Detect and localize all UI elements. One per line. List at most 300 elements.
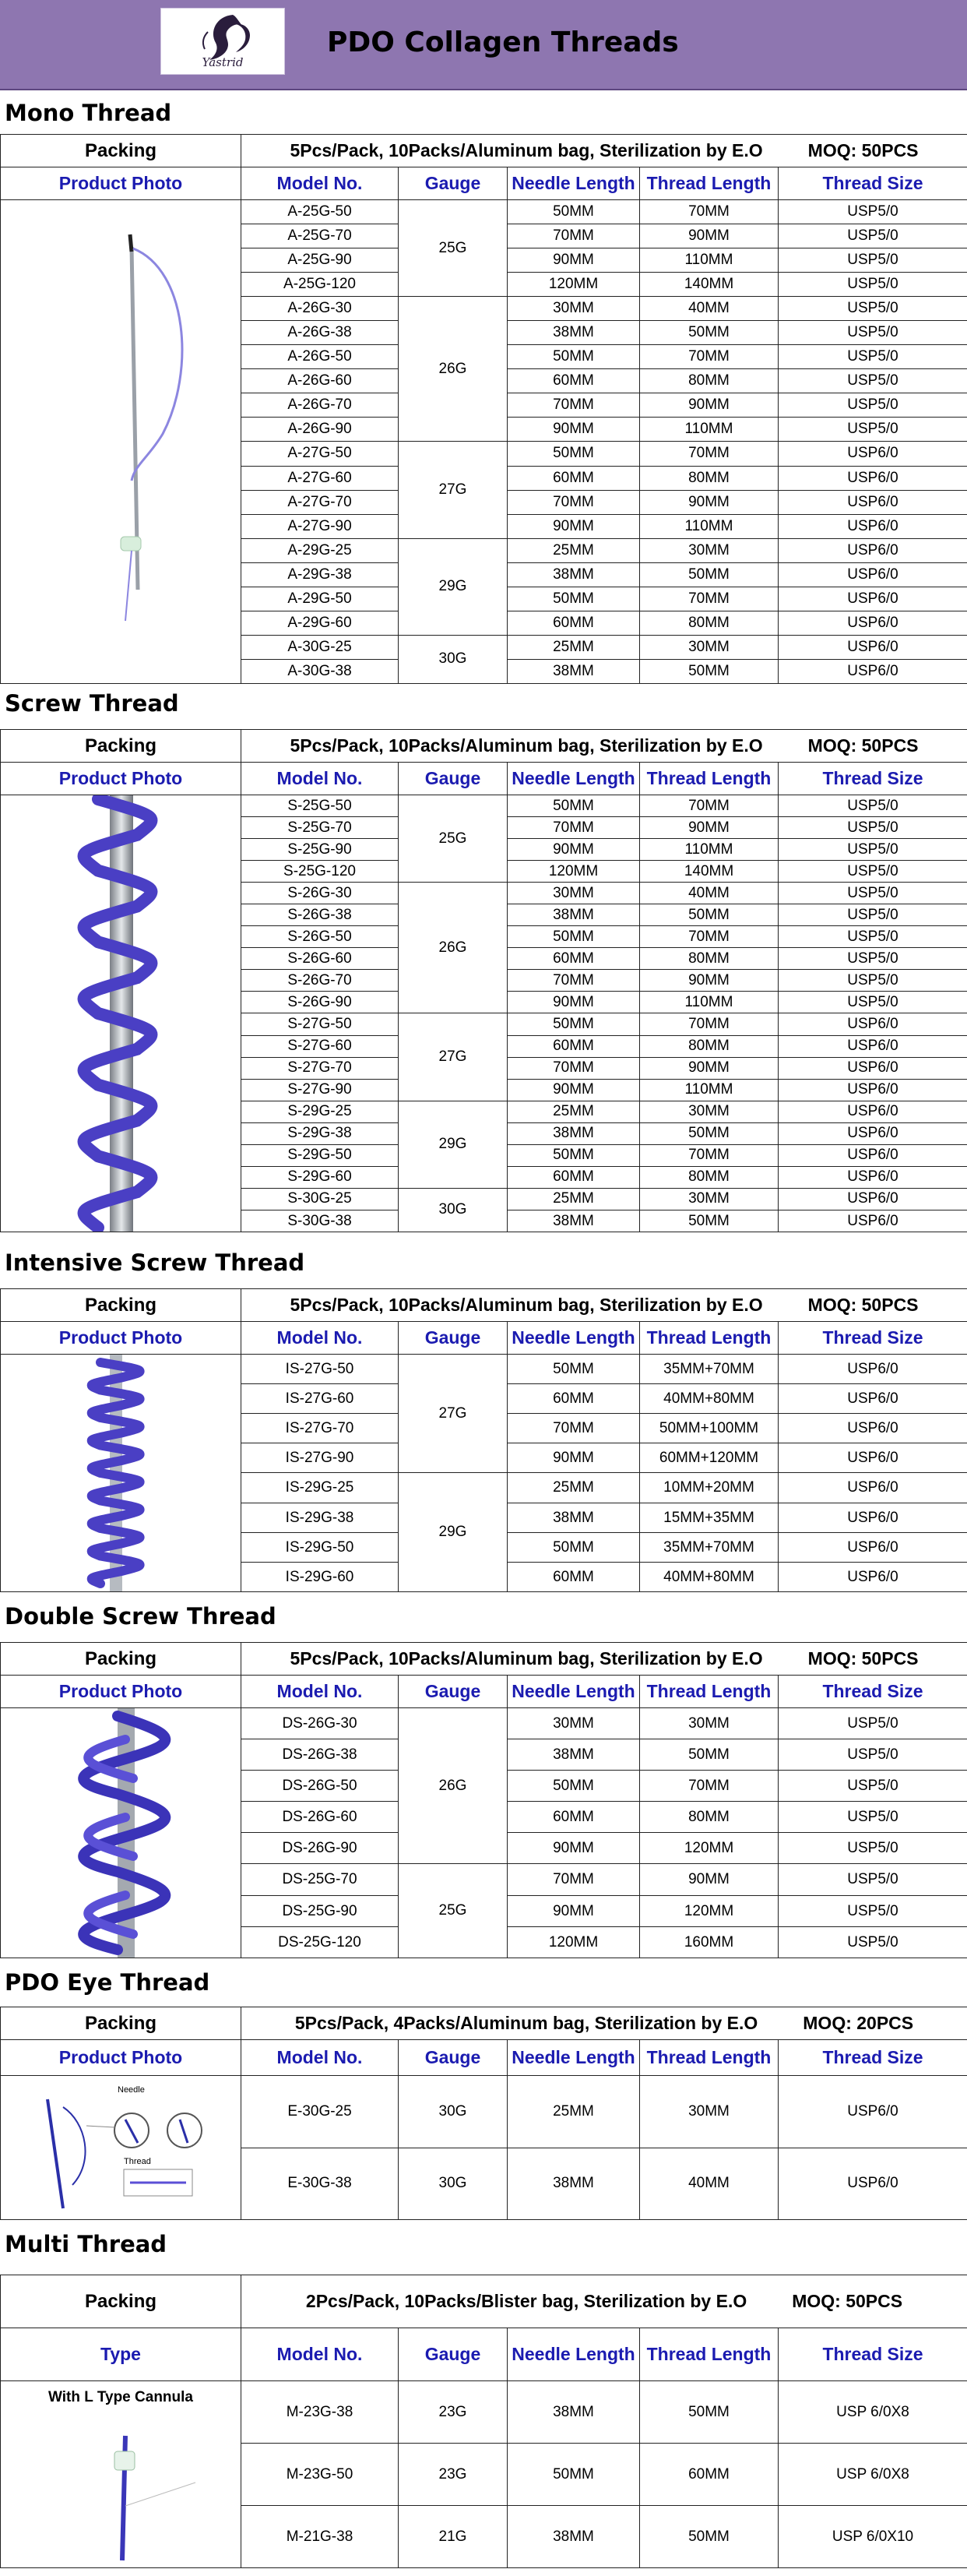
thread-size-cell: USP6/0 <box>779 1473 967 1503</box>
packing-info: 5Pcs/Pack, 10Packs/Aluminum bag, Sterilization by E.O MOQ: 50PCS <box>241 135 967 167</box>
needle-length-cell: 120MM <box>508 1927 640 1958</box>
model-no-cell: A-30G-25 <box>241 635 399 659</box>
thread-size-cell: USP6/0 <box>779 1188 967 1210</box>
thread-length-cell: 90MM <box>640 393 779 418</box>
model-no-cell: S-29G-60 <box>241 1166 399 1188</box>
model-no-cell: E-30G-38 <box>241 2148 399 2220</box>
model-no-cell: A-29G-60 <box>241 611 399 635</box>
thread-length-cell: 110MM <box>640 1079 779 1101</box>
needle-length-cell: 38MM <box>508 2381 640 2444</box>
needle-length-cell: 50MM <box>508 200 640 224</box>
double-thread-needle-icon <box>1 1708 241 1958</box>
model-no-cell: A-26G-30 <box>241 297 399 321</box>
col-header-thread: Thread Length <box>640 167 779 200</box>
thread-size-cell: USP5/0 <box>779 970 967 992</box>
double-screw-thread-table <box>0 1642 967 1958</box>
col-header-size: Thread Size <box>779 2040 967 2076</box>
thread-size-cell: USP5/0 <box>779 273 967 297</box>
thread-length-cell: 70MM <box>640 345 779 369</box>
thread-length-cell: 50MM <box>640 1210 779 1232</box>
col-header-model: Model No. <box>241 1322 399 1355</box>
needle-length-cell: 50MM <box>508 345 640 369</box>
needle-length-cell: 90MM <box>508 1079 640 1101</box>
col-header-thread: Thread Length <box>640 2040 779 2076</box>
needle-length-cell: 60MM <box>508 1035 640 1057</box>
needle-length-cell: 50MM <box>508 1533 640 1563</box>
thread-length-cell: 110MM <box>640 248 779 273</box>
gauge-cell: 25G <box>399 1864 508 1958</box>
model-no-cell: M-23G-50 <box>241 2444 399 2506</box>
thread-size-cell: USP5/0 <box>779 321 967 345</box>
model-no-cell: IS-29G-38 <box>241 1503 399 1533</box>
table-row <box>1 1355 967 1384</box>
thread-length-cell: 70MM <box>640 795 779 817</box>
thread-length-cell: 90MM <box>640 224 779 248</box>
col-header-size: Thread Size <box>779 167 967 200</box>
needle-length-cell: 70MM <box>508 490 640 514</box>
model-no-cell: DS-26G-90 <box>241 1833 399 1864</box>
model-no-cell: A-26G-90 <box>241 418 399 442</box>
thread-length-cell: 110MM <box>640 839 779 861</box>
thread-length-cell: 60MM+120MM <box>640 1443 779 1473</box>
col-header-model: Model No. <box>241 2040 399 2076</box>
packing-info: 5Pcs/Pack, 10Packs/Aluminum bag, Sterilization by E.O MOQ: 50PCS <box>241 730 967 763</box>
thread-length-cell: 70MM <box>640 926 779 948</box>
model-no-cell: IS-29G-60 <box>241 1563 399 1592</box>
col-header-gauge: Gauge <box>399 167 508 200</box>
needle-length-cell: 60MM <box>508 611 640 635</box>
col-header-photo: Product Photo <box>1 167 241 200</box>
col-header-thread: Thread Length <box>640 1322 779 1355</box>
thread-length-cell: 50MM <box>640 904 779 926</box>
packing-info: 2Pcs/Pack, 10Packs/Blister bag, Sterilization by E.O MOQ: 50PCS <box>241 2275 967 2328</box>
gauge-cell: 25G <box>399 795 508 883</box>
model-no-cell: IS-29G-25 <box>241 1473 399 1503</box>
moq: MOQ: 50PCS <box>807 1295 919 1315</box>
col-header-gauge: Gauge <box>399 2040 508 2076</box>
thread-length-cell: 40MM <box>640 297 779 321</box>
needle-length-cell: 70MM <box>508 970 640 992</box>
packing-label: Packing <box>1 2007 241 2040</box>
col-header-photo: Product Photo <box>1 1676 241 1708</box>
thread-length-cell: 70MM <box>640 200 779 224</box>
eye-needle-label: Needle <box>118 2085 145 2095</box>
thread-length-cell: 90MM <box>640 1057 779 1079</box>
thread-length-cell: 110MM <box>640 514 779 538</box>
model-no-cell: A-26G-38 <box>241 321 399 345</box>
model-no-cell: A-26G-70 <box>241 393 399 418</box>
col-header-needle: Needle Length <box>508 763 640 795</box>
eye-thread-needle-icon <box>1 2076 241 2219</box>
thread-size-cell: USP6/0 <box>779 466 967 490</box>
thread-size-cell: USP6/0 <box>779 635 967 659</box>
eye-thread-label: Thread <box>124 2157 151 2166</box>
model-no-cell: A-29G-25 <box>241 538 399 562</box>
model-no-cell: S-29G-50 <box>241 1144 399 1166</box>
col-header-needle: Needle Length <box>508 167 640 200</box>
model-no-cell: IS-27G-90 <box>241 1443 399 1473</box>
model-no-cell: S-27G-90 <box>241 1079 399 1101</box>
col-header-photo: Product Photo <box>1 2040 241 2076</box>
col-header-model: Model No. <box>241 167 399 200</box>
model-no-cell: IS-27G-70 <box>241 1414 399 1443</box>
section-title-intensive: Intensive Screw Thread <box>5 1249 305 1276</box>
gauge-cell: 26G <box>399 883 508 1013</box>
model-no-cell: A-25G-120 <box>241 273 399 297</box>
gauge-cell: 29G <box>399 538 508 635</box>
col-header-needle: Needle Length <box>508 2040 640 2076</box>
model-no-cell: DS-25G-90 <box>241 1896 399 1927</box>
needle-length-cell: 30MM <box>508 883 640 904</box>
thread-size-cell: USP5/0 <box>779 839 967 861</box>
needle-length-cell: 38MM <box>508 904 640 926</box>
model-no-cell: A-29G-50 <box>241 587 399 611</box>
thread-size-cell: USP 6/0X8 <box>779 2444 967 2506</box>
needle-length-cell: 70MM <box>508 393 640 418</box>
needle-length-cell: 38MM <box>508 2506 640 2568</box>
model-no-cell: A-27G-50 <box>241 442 399 466</box>
col-header-model: Model No. <box>241 763 399 795</box>
needle-length-cell: 90MM <box>508 1443 640 1473</box>
needle-length-cell: 70MM <box>508 224 640 248</box>
needle-length-cell: 30MM <box>508 1708 640 1739</box>
multi-thread-cannula-icon <box>1 2381 241 2568</box>
thread-length-cell: 160MM <box>640 1927 779 1958</box>
gauge-cell: 23G <box>399 2381 508 2444</box>
thread-size-cell: USP5/0 <box>779 248 967 273</box>
thread-length-cell: 50MM+100MM <box>640 1414 779 1443</box>
section-title-eye: PDO Eye Thread <box>5 1969 210 1996</box>
col-header-needle: Needle Length <box>508 1322 640 1355</box>
gauge-cell: 30G <box>399 2076 508 2148</box>
gauge-cell: 21G <box>399 2506 508 2568</box>
thread-length-cell: 70MM <box>640 587 779 611</box>
thread-length-cell: 80MM <box>640 466 779 490</box>
product-photo-double <box>1 1708 241 1958</box>
thread-size-cell: USP6/0 <box>779 1166 967 1188</box>
thread-size-cell: USP5/0 <box>779 224 967 248</box>
needle-length-cell: 50MM <box>508 442 640 466</box>
needle-length-cell: 90MM <box>508 839 640 861</box>
model-no-cell: DS-26G-60 <box>241 1802 399 1833</box>
model-no-cell: S-25G-70 <box>241 817 399 839</box>
intensive-thread-needle-icon <box>1 1355 241 1591</box>
needle-length-cell: 60MM <box>508 466 640 490</box>
needle-length-cell: 38MM <box>508 1210 640 1232</box>
thread-size-cell: USP5/0 <box>779 992 967 1013</box>
model-no-cell: A-25G-70 <box>241 224 399 248</box>
needle-length-cell: 50MM <box>508 587 640 611</box>
thread-size-cell: USP6/0 <box>779 587 967 611</box>
model-no-cell: DS-26G-50 <box>241 1771 399 1802</box>
thread-size-cell: USP5/0 <box>779 1864 967 1896</box>
needle-length-cell: 50MM <box>508 1355 640 1384</box>
thread-length-cell: 35MM+70MM <box>640 1533 779 1563</box>
page-title: PDO Collagen Threads <box>327 26 679 58</box>
model-no-cell: A-30G-38 <box>241 660 399 684</box>
needle-length-cell: 50MM <box>508 795 640 817</box>
thread-size-cell: USP5/0 <box>779 795 967 817</box>
thread-length-cell: 15MM+35MM <box>640 1503 779 1533</box>
table-row <box>1 795 967 817</box>
section-title-screw: Screw Thread <box>5 690 179 717</box>
needle-length-cell: 50MM <box>508 2444 640 2506</box>
model-no-cell: DS-25G-120 <box>241 1927 399 1958</box>
thread-size-cell: USP6/0 <box>779 1101 967 1122</box>
moq: MOQ: 50PCS <box>807 1648 919 1669</box>
thread-length-cell: 30MM <box>640 635 779 659</box>
model-no-cell: DS-25G-70 <box>241 1864 399 1896</box>
model-no-cell: M-23G-38 <box>241 2381 399 2444</box>
brand-logo <box>160 8 285 75</box>
needle-length-cell: 60MM <box>508 948 640 970</box>
thread-size-cell: USP6/0 <box>779 1355 967 1384</box>
thread-length-cell: 70MM <box>640 442 779 466</box>
moq: MOQ: 20PCS <box>803 2013 914 2033</box>
thread-size-cell: USP5/0 <box>779 904 967 926</box>
col-header-size: Thread Size <box>779 1676 967 1708</box>
thread-size-cell: USP5/0 <box>779 369 967 393</box>
thread-size-cell: USP5/0 <box>779 297 967 321</box>
mono-thread-table <box>0 134 967 684</box>
moq: MOQ: 50PCS <box>792 2291 903 2311</box>
model-no-cell: IS-27G-60 <box>241 1384 399 1414</box>
screw-thread-table <box>0 729 967 1232</box>
needle-length-cell: 25MM <box>508 538 640 562</box>
thread-size-cell: USP6/0 <box>779 1210 967 1232</box>
model-no-cell: A-25G-50 <box>241 200 399 224</box>
col-header-thread: Thread Length <box>640 2328 779 2381</box>
gauge-cell: 25G <box>399 200 508 297</box>
model-no-cell: A-25G-90 <box>241 248 399 273</box>
thread-length-cell: 50MM <box>640 1122 779 1144</box>
intensive-screw-thread-table <box>0 1288 967 1592</box>
thread-length-cell: 40MM <box>640 883 779 904</box>
thread-length-cell: 70MM <box>640 1144 779 1166</box>
needle-length-cell: 120MM <box>508 861 640 883</box>
thread-size-cell: USP5/0 <box>779 817 967 839</box>
needle-length-cell: 120MM <box>508 273 640 297</box>
needle-length-cell: 50MM <box>508 1771 640 1802</box>
model-no-cell: S-30G-38 <box>241 1210 399 1232</box>
model-no-cell: A-29G-38 <box>241 562 399 587</box>
model-no-cell: S-29G-25 <box>241 1101 399 1122</box>
col-header-model: Model No. <box>241 1676 399 1708</box>
thread-length-cell: 80MM <box>640 1802 779 1833</box>
thread-size-cell: USP6/0 <box>779 1563 967 1592</box>
model-no-cell: S-26G-38 <box>241 904 399 926</box>
col-header-size: Thread Size <box>779 1322 967 1355</box>
packing-info: 5Pcs/Pack, 10Packs/Aluminum bag, Sterilization by E.O MOQ: 50PCS <box>241 1643 967 1676</box>
model-no-cell: S-26G-90 <box>241 992 399 1013</box>
packing-info: 5Pcs/Pack, 4Packs/Aluminum bag, Sterilization by E.O MOQ: 20PCS <box>241 2007 967 2040</box>
thread-size-cell: USP5/0 <box>779 926 967 948</box>
model-no-cell: S-25G-120 <box>241 861 399 883</box>
col-header-gauge: Gauge <box>399 1676 508 1708</box>
gauge-cell: 26G <box>399 297 508 442</box>
thread-size-cell: USP6/0 <box>779 611 967 635</box>
needle-length-cell: 90MM <box>508 1833 640 1864</box>
needle-length-cell: 38MM <box>508 1739 640 1771</box>
gauge-cell: 30G <box>399 2148 508 2220</box>
model-no-cell: S-26G-60 <box>241 948 399 970</box>
thread-length-cell: 90MM <box>640 1864 779 1896</box>
thread-length-cell: 60MM <box>640 2444 779 2506</box>
thread-length-cell: 80MM <box>640 948 779 970</box>
page-header <box>0 0 967 90</box>
thread-size-cell: USP5/0 <box>779 418 967 442</box>
thread-length-cell: 40MM+80MM <box>640 1384 779 1414</box>
needle-length-cell: 25MM <box>508 1473 640 1503</box>
col-header-size: Thread Size <box>779 763 967 795</box>
packing-label: Packing <box>1 1289 241 1322</box>
thread-length-cell: 80MM <box>640 369 779 393</box>
needle-length-cell: 90MM <box>508 418 640 442</box>
needle-length-cell: 25MM <box>508 1188 640 1210</box>
thread-size-cell: USP5/0 <box>779 1833 967 1864</box>
thread-length-cell: 80MM <box>640 1035 779 1057</box>
needle-length-cell: 70MM <box>508 817 640 839</box>
col-header-size: Thread Size <box>779 2328 967 2381</box>
needle-length-cell: 60MM <box>508 369 640 393</box>
thread-length-cell: 80MM <box>640 611 779 635</box>
packing-label: Packing <box>1 730 241 763</box>
needle-length-cell: 30MM <box>508 297 640 321</box>
gauge-cell: 27G <box>399 442 508 538</box>
needle-length-cell: 90MM <box>508 1896 640 1927</box>
gauge-cell: 30G <box>399 1188 508 1232</box>
thread-size-cell: USP5/0 <box>779 1927 967 1958</box>
eye-thread-table <box>0 2007 967 2220</box>
thread-length-cell: 30MM <box>640 1708 779 1739</box>
packing-label: Packing <box>1 135 241 167</box>
thread-size-cell: USP6/0 <box>779 442 967 466</box>
model-no-cell: S-27G-50 <box>241 1013 399 1035</box>
model-no-cell: A-26G-50 <box>241 345 399 369</box>
model-no-cell: S-29G-38 <box>241 1122 399 1144</box>
thread-size-cell: USP6/0 <box>779 490 967 514</box>
packing-label: Packing <box>1 2275 241 2328</box>
thread-length-cell: 50MM <box>640 2381 779 2444</box>
needle-length-cell: 38MM <box>508 660 640 684</box>
thread-size-cell: USP6/0 <box>779 562 967 587</box>
thread-size-cell: USP6/0 <box>779 1443 967 1473</box>
thread-length-cell: 90MM <box>640 490 779 514</box>
needle-length-cell: 25MM <box>508 1101 640 1122</box>
table-row <box>1 1708 967 1739</box>
thread-length-cell: 90MM <box>640 817 779 839</box>
gauge-cell: 30G <box>399 635 508 683</box>
table-row <box>1 2076 967 2148</box>
thread-length-cell: 40MM+80MM <box>640 1563 779 1592</box>
thread-size-cell: USP6/0 <box>779 1384 967 1414</box>
product-photo-intensive <box>1 1355 241 1592</box>
thread-size-cell: USP6/0 <box>779 1533 967 1563</box>
needle-length-cell: 60MM <box>508 1802 640 1833</box>
model-no-cell: S-26G-50 <box>241 926 399 948</box>
col-header-photo: Product Photo <box>1 1322 241 1355</box>
thread-length-cell: 50MM <box>640 321 779 345</box>
thread-length-cell: 50MM <box>640 562 779 587</box>
needle-length-cell: 25MM <box>508 635 640 659</box>
thread-size-cell: USP6/0 <box>779 1414 967 1443</box>
col-header-gauge: Gauge <box>399 1322 508 1355</box>
thread-length-cell: 30MM <box>640 538 779 562</box>
needle-length-cell: 70MM <box>508 1864 640 1896</box>
table-row <box>1 200 967 224</box>
col-header-gauge: Gauge <box>399 763 508 795</box>
thread-size-cell: USP6/0 <box>779 1035 967 1057</box>
moq: MOQ: 50PCS <box>807 140 919 160</box>
thread-size-cell: USP6/0 <box>779 1144 967 1166</box>
gauge-cell: 29G <box>399 1101 508 1188</box>
model-no-cell: S-27G-70 <box>241 1057 399 1079</box>
type-label: With L Type Cannula <box>48 2389 193 2405</box>
thread-size-cell: USP6/0 <box>779 2076 967 2148</box>
needle-length-cell: 50MM <box>508 1013 640 1035</box>
thread-size-cell: USP6/0 <box>779 1079 967 1101</box>
needle-length-cell: 60MM <box>508 1563 640 1592</box>
thread-size-cell: USP 6/0X8 <box>779 2381 967 2444</box>
thread-size-cell: USP5/0 <box>779 393 967 418</box>
thread-length-cell: 30MM <box>640 1188 779 1210</box>
col-header-type: Type <box>1 2328 241 2381</box>
model-no-cell: DS-26G-38 <box>241 1739 399 1771</box>
needle-length-cell: 38MM <box>508 1122 640 1144</box>
needle-length-cell: 38MM <box>508 562 640 587</box>
needle-length-cell: 60MM <box>508 1166 640 1188</box>
thread-size-cell: USP5/0 <box>779 1739 967 1771</box>
model-no-cell: S-30G-25 <box>241 1188 399 1210</box>
thread-length-cell: 70MM <box>640 1013 779 1035</box>
product-photo-mono <box>1 200 241 684</box>
thread-size-cell: USP5/0 <box>779 1708 967 1739</box>
thread-length-cell: 50MM <box>640 2506 779 2568</box>
needle-length-cell: 50MM <box>508 1144 640 1166</box>
product-photo-screw <box>1 795 241 1232</box>
logo-text: Yastrid <box>202 55 244 69</box>
thread-length-cell: 10MM+20MM <box>640 1473 779 1503</box>
thread-size-cell: USP6/0 <box>779 2148 967 2220</box>
thread-length-cell: 120MM <box>640 1896 779 1927</box>
gauge-cell: 29G <box>399 1473 508 1592</box>
needle-length-cell: 25MM <box>508 2076 640 2148</box>
thread-size-cell: USP5/0 <box>779 345 967 369</box>
gauge-cell: 27G <box>399 1013 508 1101</box>
thread-size-cell: USP5/0 <box>779 883 967 904</box>
needle-length-cell: 38MM <box>508 1503 640 1533</box>
section-title-double: Double Screw Thread <box>5 1603 276 1630</box>
needle-length-cell: 70MM <box>508 1057 640 1079</box>
model-no-cell: S-27G-60 <box>241 1035 399 1057</box>
needle-length-cell: 60MM <box>508 1384 640 1414</box>
model-no-cell: A-27G-60 <box>241 466 399 490</box>
thread-size-cell: USP5/0 <box>779 1896 967 1927</box>
needle-length-cell: 50MM <box>508 926 640 948</box>
col-header-needle: Needle Length <box>508 1676 640 1708</box>
needle-length-cell: 38MM <box>508 321 640 345</box>
product-type-cell <box>1 2381 241 2568</box>
thread-size-cell: USP 6/0X10 <box>779 2506 967 2568</box>
thread-length-cell: 40MM <box>640 2148 779 2220</box>
model-no-cell: DS-26G-30 <box>241 1708 399 1739</box>
model-no-cell: A-27G-90 <box>241 514 399 538</box>
thread-length-cell: 90MM <box>640 970 779 992</box>
needle-length-cell: 90MM <box>508 248 640 273</box>
thread-size-cell: USP5/0 <box>779 1802 967 1833</box>
thread-length-cell: 110MM <box>640 992 779 1013</box>
screw-thread-needle-icon <box>1 795 241 1232</box>
